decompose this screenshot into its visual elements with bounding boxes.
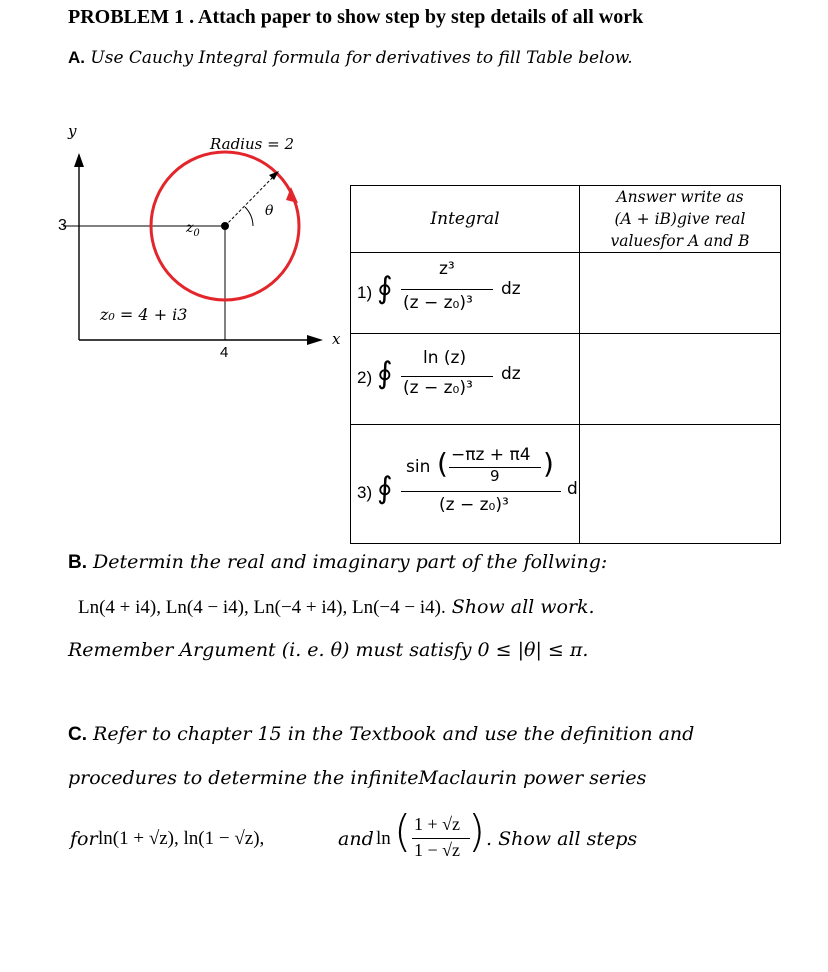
dz-label: d <box>567 479 578 499</box>
part-c-left-paren-icon: ( <box>394 806 412 857</box>
part-a-text: Use Cauchy Integral formula for derivatives to fill Table below. <box>85 48 633 68</box>
header-integral: Integral <box>351 186 580 253</box>
y-axis-label: y <box>68 122 77 140</box>
header-answer-line-1: Answer write as <box>616 188 744 206</box>
center-value: z₀ = 4 + i3 <box>100 305 188 324</box>
inner-numerator: −πz + π4 <box>451 445 531 465</box>
part-c-expressions: ln(1 + √z), ln(1 − √z), <box>98 828 265 849</box>
part-c-tail: . Show all steps <box>486 828 638 850</box>
part-a-letter: A. <box>68 48 85 67</box>
contour-integral-icon: ∮ <box>377 471 393 506</box>
part-c-letter: C. <box>68 724 87 745</box>
x-axis-label: x <box>332 330 341 348</box>
left-paren-icon: ( <box>437 447 448 480</box>
integral-cell-2 <box>351 334 580 425</box>
sin-label: sin <box>406 457 431 477</box>
part-b-line-3: Remember Argument (i. e. θ) must satisfy 0 ≤ |θ| ≤ π. <box>68 639 589 661</box>
denominator: (z − z₀)³ <box>439 495 509 515</box>
y-axis-arrow-icon <box>74 153 84 167</box>
part-b-line-1-text: Determin the real and imaginary part of the follwing: <box>87 551 608 573</box>
part-c-line-1-text: Refer to chapter 15 in the Textbook and use the definition and <box>87 723 695 745</box>
table-row <box>351 253 781 334</box>
inner-denominator: 9 <box>490 467 500 485</box>
part-c-right-paren-icon: ) <box>468 806 486 857</box>
row-index: 2) <box>357 368 373 387</box>
part-b-line-2-tail: Show all work. <box>445 596 595 618</box>
x-tick-label: 4 <box>220 344 229 361</box>
contour-integral-icon: ∮ <box>377 356 393 391</box>
circle-figure <box>55 115 350 365</box>
part-a-instruction <box>68 48 633 68</box>
theta-arc <box>245 207 253 226</box>
row-index: 3) <box>357 483 373 502</box>
theta-label: θ <box>265 203 274 219</box>
numerator: z³ <box>439 259 455 279</box>
answer-cell[interactable] <box>580 425 781 544</box>
part-b-line-1 <box>68 551 607 574</box>
part-b-expressions: Ln(4 + i4), Ln(4 − i4), Ln(−4 + i4), Ln(−4 − i4). <box>78 597 446 618</box>
table-row <box>351 425 781 544</box>
part-c-line-1 <box>68 723 694 746</box>
numerator: ln (z) <box>423 348 467 368</box>
right-paren-icon: ) <box>543 447 554 480</box>
part-c-frac-den: 1 − √z <box>414 840 461 860</box>
table-header-row <box>351 186 781 253</box>
row-index: 1) <box>357 283 373 302</box>
part-c-line-3 <box>68 806 808 872</box>
denominator: (z − z₀)³ <box>403 293 473 313</box>
integral-cell-3 <box>351 425 580 544</box>
answer-cell[interactable] <box>580 253 781 334</box>
part-c-for: for <box>70 828 98 850</box>
part-c-frac-num: 1 + √z <box>414 814 461 834</box>
center-label: $z_0$ <box>186 220 200 239</box>
y-tick-label: 3 <box>58 217 67 234</box>
dz-label: dz <box>501 279 521 299</box>
part-c-ln: ln <box>376 828 391 849</box>
header-answer-line-2: (A + iB)give real <box>614 210 746 228</box>
answer-cell[interactable] <box>580 334 781 425</box>
header-answer <box>580 186 781 253</box>
contour-integral-icon: ∮ <box>377 271 393 306</box>
part-b-letter: B. <box>68 552 87 573</box>
problem-title: PROBLEM 1 . Attach paper to show step by step details of all work <box>68 6 644 28</box>
denominator: (z − z₀)³ <box>403 378 473 398</box>
dz-label: dz <box>501 364 521 384</box>
part-b-line-2 <box>78 596 595 619</box>
part-c-line-2: procedures to determine the infiniteMaclaurin power series <box>68 767 647 789</box>
answer-table <box>350 185 781 544</box>
center-point <box>221 222 229 230</box>
integral-cell-1 <box>351 253 580 334</box>
header-answer-line-3: valuesfor A and B <box>610 232 750 250</box>
table-row <box>351 334 781 425</box>
x-axis-arrow-icon <box>307 335 323 345</box>
part-c-and: and <box>332 828 380 850</box>
radius-label: Radius = 2 <box>210 135 294 153</box>
